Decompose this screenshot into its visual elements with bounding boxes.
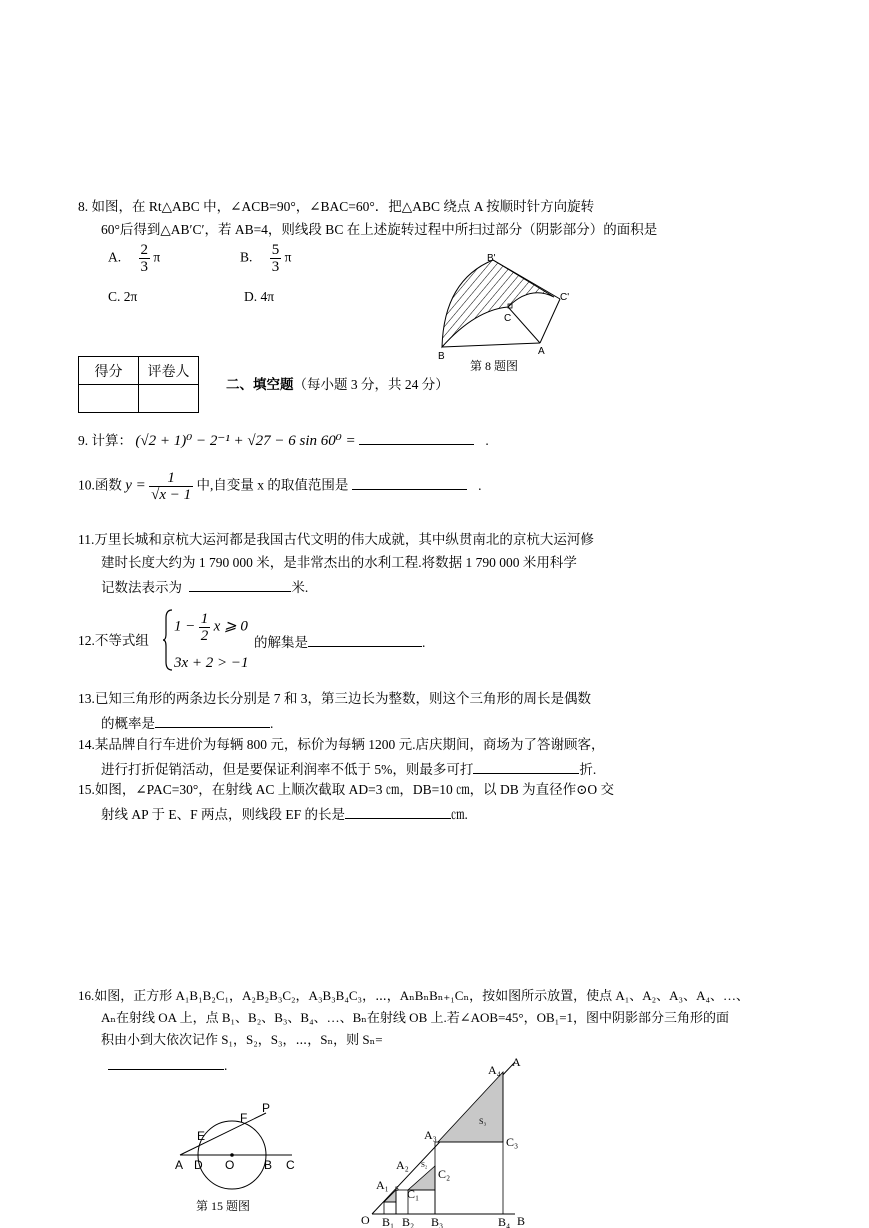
q14-suffix: 折.: [579, 762, 597, 777]
q12-prefix: 12.不等式组: [78, 633, 149, 648]
q9-suffix: .: [485, 433, 489, 448]
q15-line2: [101, 804, 468, 824]
q16-line2: Aₙ在射线 OA 上，点 B₁、B₂、B₃、B₄、…、Bₙ在射线 OB 上.若∠AOB=45°，OB₁=1，图中阴影部分三角形的面: [101, 1010, 730, 1025]
label-a4: A₄: [488, 1063, 501, 1077]
label-b: B: [438, 351, 445, 362]
label-a1: A₁: [376, 1178, 389, 1192]
q12-inequality-1: [174, 611, 248, 644]
q13-prefix: 的概率是: [101, 716, 155, 731]
q15-answer-blank[interactable]: [345, 804, 451, 819]
q8-line1: 8. 如图，在 Rt△ABC 中，∠ACB=90°，∠BAC=60°．把△ABC 绕点 A 按顺时针方向旋转: [78, 199, 595, 214]
numerator: 2: [140, 242, 148, 258]
label-a: A: [538, 346, 545, 357]
label-a: A: [512, 1055, 521, 1069]
numerator: 5: [271, 242, 280, 258]
denominator: 3: [271, 259, 280, 275]
label-c1: C₁: [407, 1187, 420, 1201]
q12-suffix: .: [422, 635, 426, 650]
q11-line2: 建时长度大约为 1 790 000 米，是非常杰出的水利工程.将数据 1 790 000 米用科学: [101, 555, 577, 570]
q11-answer-blank[interactable]: [189, 577, 291, 592]
label-f: F: [240, 1111, 248, 1125]
denominator: 2: [200, 628, 209, 644]
q16-line4: [108, 1055, 227, 1075]
q11-prefix: 记数法表示为: [101, 580, 182, 595]
q14-answer-blank[interactable]: [473, 759, 579, 774]
segment-ac: [508, 307, 540, 343]
label-a2: A₂: [396, 1158, 409, 1172]
q12-text: 的解集是: [254, 635, 308, 650]
q16-line3: 积由小到大依次记作 S₁，S₂，S₃，⋯，Sₙ，则 Sₙ=: [101, 1032, 383, 1047]
section-note: （每小题 3 分，共 24 分）: [293, 377, 449, 392]
center-o: [230, 1153, 234, 1157]
q9-answer-blank[interactable]: [359, 430, 474, 445]
q15-figure-caption: 第 15 题图: [196, 1199, 251, 1213]
q8-option-d: D. 4π: [244, 289, 275, 304]
label-b: B: [517, 1214, 526, 1228]
q10: [78, 470, 482, 503]
square-1: [384, 1202, 396, 1214]
ineq1-right: x ⩾ 0: [213, 618, 248, 635]
q16-figure: [355, 1052, 535, 1228]
label-a3: A₃: [424, 1128, 437, 1142]
numerator: 1: [149, 470, 193, 487]
grader-header: 评卷人: [139, 357, 199, 385]
ineq1-fraction: [199, 611, 211, 644]
shaded-region: [442, 260, 554, 347]
q10-answer-blank[interactable]: [352, 475, 467, 490]
q12-text-line: [254, 632, 425, 652]
q10-lhs: y =: [125, 477, 146, 494]
section-2-heading: [226, 376, 449, 394]
triangle-s3: [438, 1072, 503, 1142]
q8-figure: [430, 250, 580, 360]
score-table: [78, 356, 199, 413]
option-label: B.: [240, 249, 253, 265]
segment-ac-prime: [540, 299, 560, 343]
grader-cell[interactable]: [139, 385, 199, 413]
denominator: √x − 1: [151, 487, 192, 503]
label-p: P: [262, 1101, 271, 1115]
q10-text: 中,自变量 x 的取值范围是: [196, 477, 349, 493]
q8-option-a: [108, 242, 160, 275]
q9-expression: (√2 + 1)⁰ − 2⁻¹ + √27 − 6 sin 60⁰ =: [135, 433, 356, 449]
q8-figure-caption: 第 8 题图: [470, 359, 519, 373]
denominator: 3: [140, 259, 148, 275]
pi-symbol: π: [284, 249, 292, 265]
option-label: A.: [108, 249, 122, 265]
label-s3: S₃: [479, 1117, 487, 1126]
label-s1: S: [395, 1185, 399, 1193]
q13-answer-blank[interactable]: [155, 713, 270, 728]
score-header: 得分: [79, 357, 139, 385]
label-e: E: [197, 1129, 206, 1143]
q8-option-c: C. 2π: [108, 289, 138, 304]
numerator: 1: [200, 611, 209, 627]
pi-symbol: π: [153, 249, 161, 265]
label-b2: B₂: [402, 1215, 415, 1228]
q15-prefix: 射线 AP 于 E、F 两点，则线段 EF 的长是: [101, 807, 346, 822]
q16-answer-blank[interactable]: [108, 1055, 224, 1070]
q15-figure: [170, 1098, 310, 1178]
q8-line2: 60°后得到△AB′C′，若 AB=4，则线段 BC 在上述旋转过程中所扫过部分（阴影部分）的面积是: [101, 222, 658, 237]
q15-line1: 15.如图，∠PAC=30°，在射线 AC 上顺次截取 AD=3 ㎝，DB=10 ㎝，以 DB 为直径作⊙O 交: [78, 782, 615, 797]
q12-answer-blank[interactable]: [308, 632, 422, 647]
label-c: C: [504, 313, 512, 324]
q14-line1: 14.某品牌自行车进价为每辆 800 元，标价为每辆 1200 元.店庆期间，商场为了答谢顾客，: [78, 737, 605, 752]
label-b-prime: B': [487, 253, 496, 264]
q16-line1: 16.如图，正方形 A₁B₁B₂C₁，A₂B₂B₃C₂，A₃B₃B₄C₃，⋯，AₙBₙBₙ₊₁Cₙ，按如图所示放置，使点 A₁、A₂、A₃、A₄、…、: [78, 988, 750, 1003]
q9-prefix: 9. 计算：: [78, 433, 132, 448]
label-b: B: [264, 1158, 273, 1172]
label-c3: C₃: [506, 1135, 519, 1149]
label-d: D: [194, 1158, 203, 1172]
label-b1: B₁: [382, 1215, 395, 1228]
segment-ab: [442, 343, 540, 347]
section-title: 二、填空题: [226, 377, 294, 392]
q12-inequality-2: 3x + 2 > −1: [174, 655, 249, 671]
label-b4: B₄: [498, 1215, 511, 1228]
label-a: A: [175, 1158, 184, 1172]
q8-option-b: [240, 242, 291, 275]
label-s2: S₂: [421, 1161, 428, 1169]
q10-suffix: .: [478, 477, 482, 493]
fraction: [139, 242, 151, 275]
ray-ap: [180, 1113, 266, 1155]
q13-suffix: .: [270, 716, 274, 731]
label-c-prime: C': [560, 292, 570, 303]
q10-fraction: [149, 470, 193, 503]
q10-prefix: 10.函数: [78, 477, 122, 493]
ineq1-left: 1 −: [174, 618, 196, 635]
q14-prefix: 进行打折促销活动，但是要保证利润率不低于 5%，则最多可打: [101, 762, 474, 777]
label-c2: C₂: [438, 1167, 451, 1181]
score-cell[interactable]: [79, 385, 139, 413]
q12-brace: [162, 608, 174, 672]
label-o: O: [225, 1158, 235, 1172]
q13-line2: [101, 713, 273, 733]
q11-line3: [101, 577, 308, 597]
q16-suffix: .: [224, 1058, 228, 1073]
q11-line1: 11.万里长城和京杭大运河都是我国古代文明的伟大成就，其中纵贯南北的京杭大运河修: [78, 532, 594, 547]
q9: [78, 430, 489, 450]
q15-suffix: ㎝.: [451, 807, 468, 822]
label-c: C: [286, 1158, 295, 1172]
label-o: O: [361, 1213, 370, 1227]
fraction: [270, 242, 282, 275]
label-b3: B₃: [431, 1215, 444, 1228]
q14-line2: [101, 759, 596, 779]
q11-suffix: 米.: [291, 580, 309, 595]
q13-line1: 13.已知三角形的两条边长分别是 7 和 3，第三边长为整数，则这个三角形的周长是偶数: [78, 691, 591, 706]
